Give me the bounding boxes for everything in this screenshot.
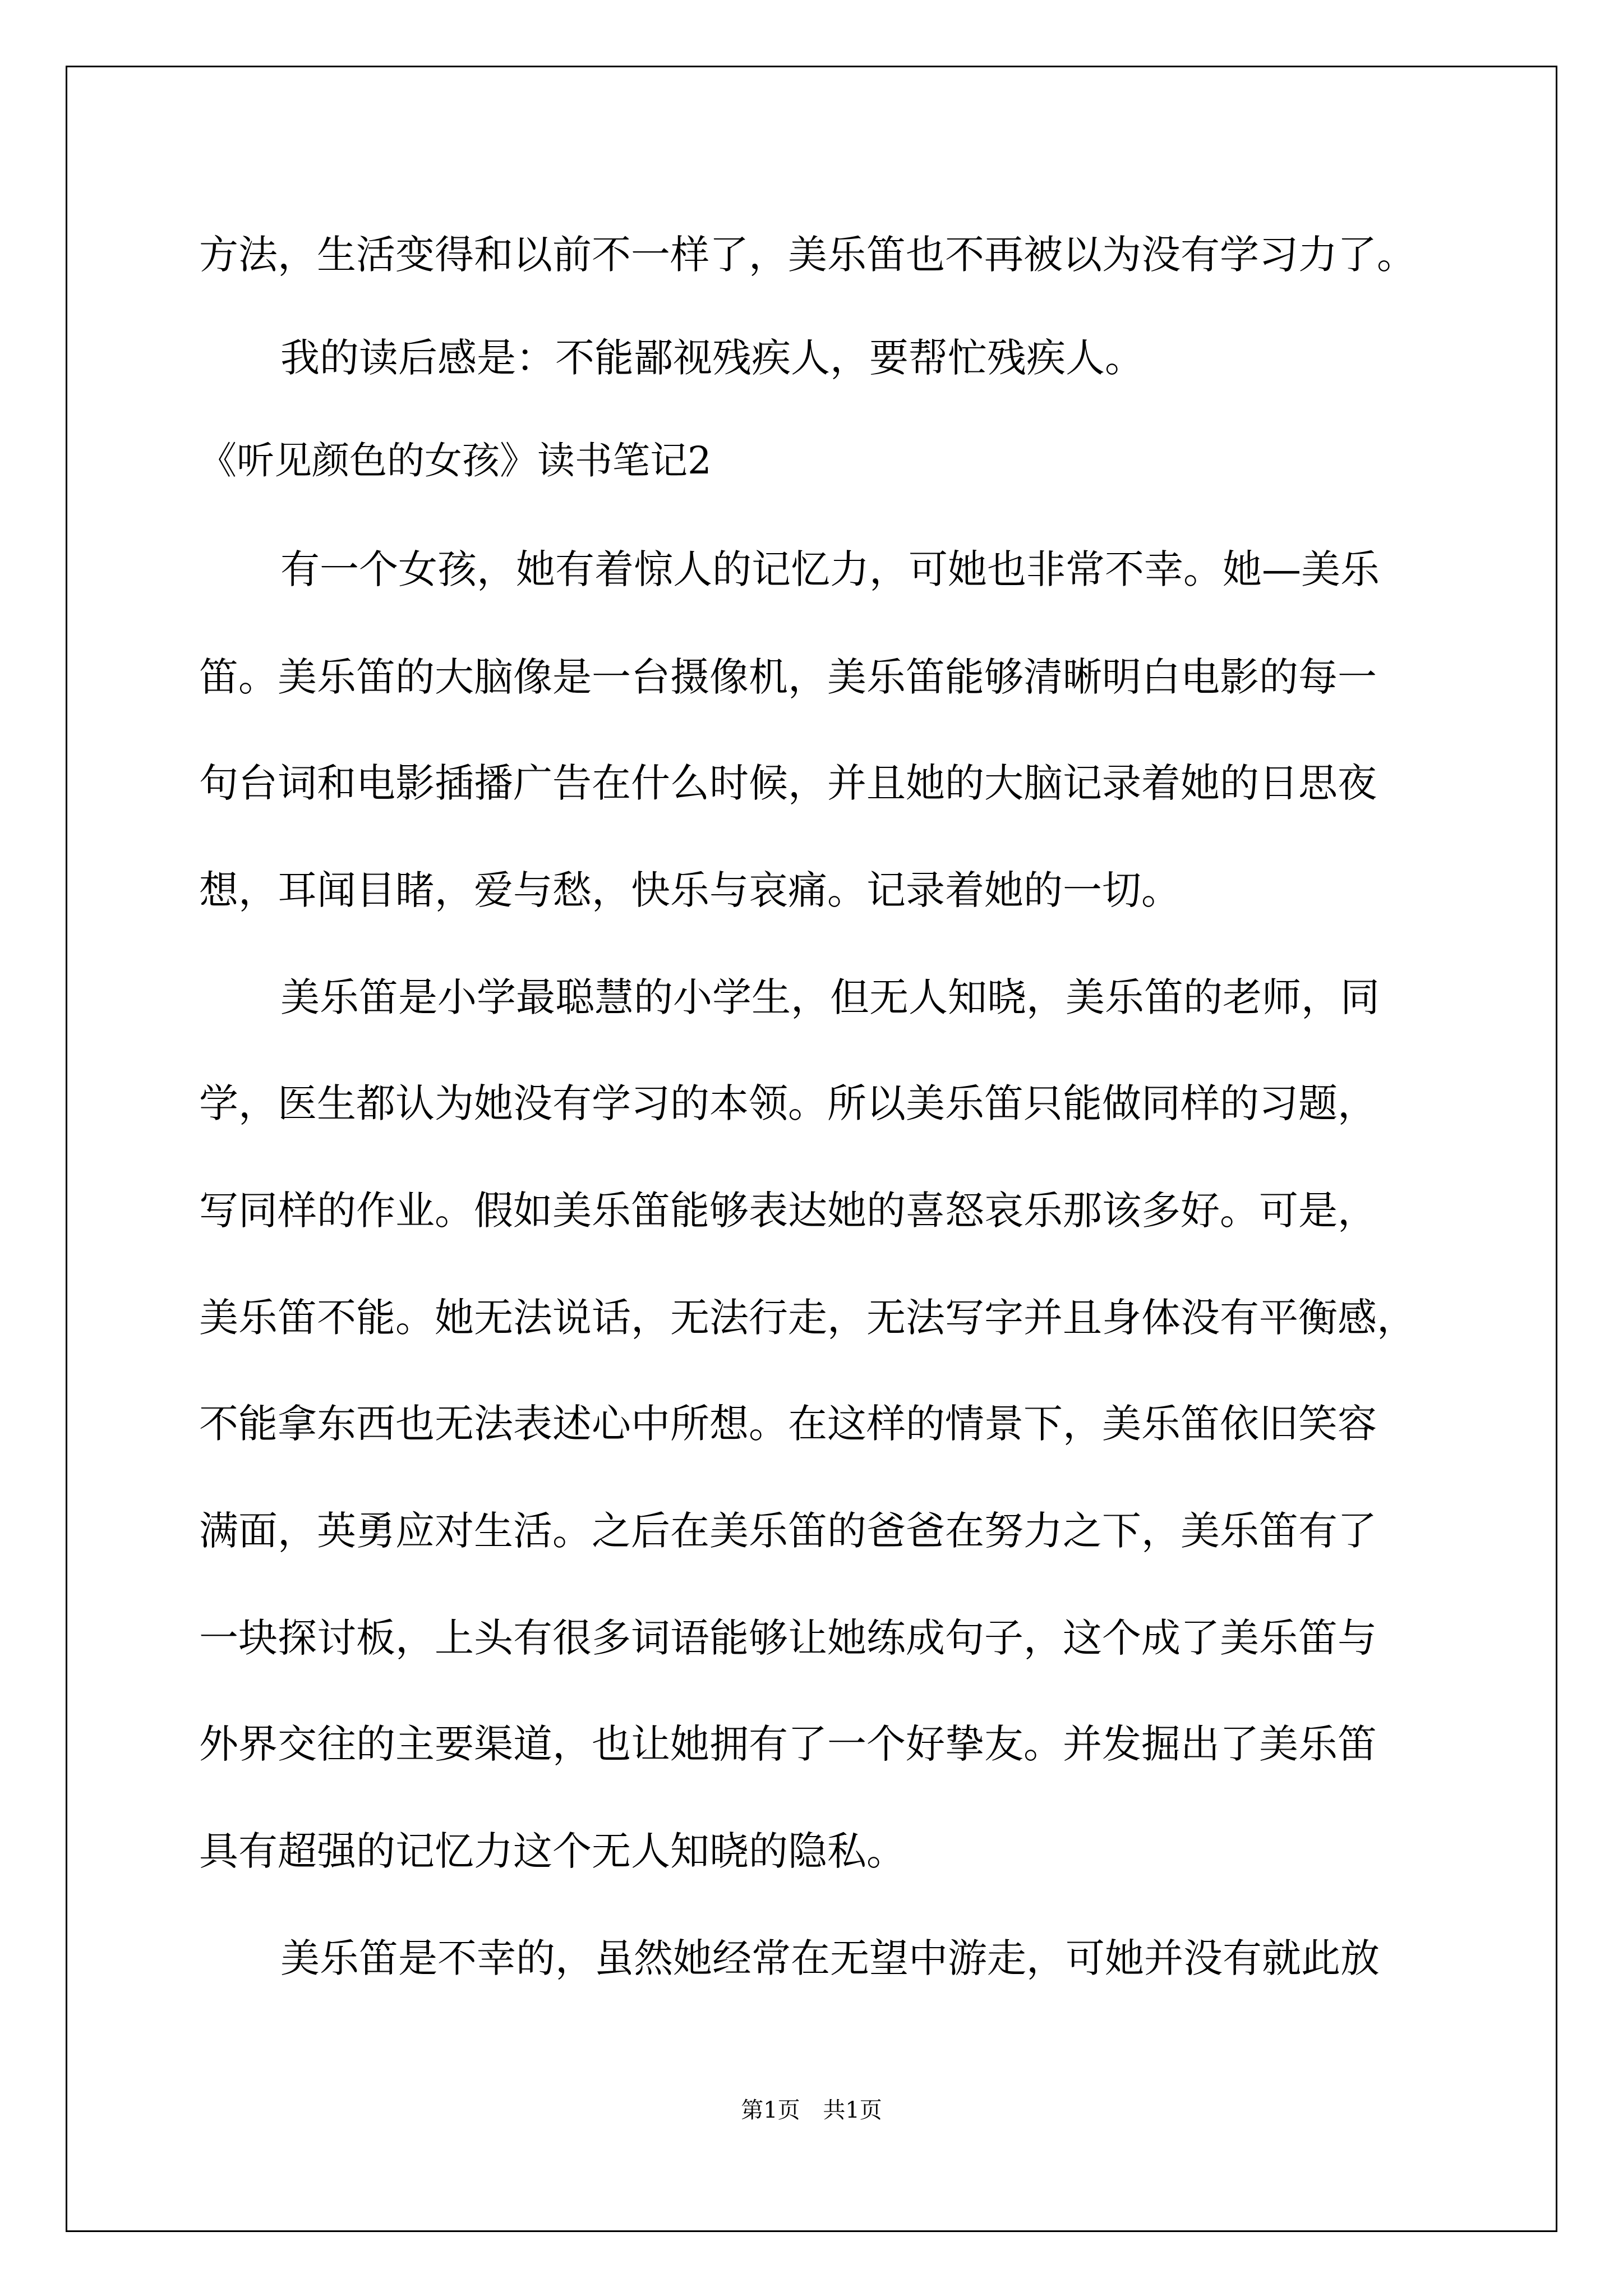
body-line: 外界交往的主要渠道，也让她拥有了一个好挚友。并发掘出了美乐笛 bbox=[199, 1721, 1377, 1767]
body-line: 不能拿东西也无法表述心中所想。在这样的情景下，美乐笛依旧笑容 bbox=[199, 1401, 1377, 1447]
body-line: 笛。美乐笛的大脑像是一台摄像机，美乐笛能够清晰明白电影的每一 bbox=[199, 654, 1377, 700]
body-line: 美乐笛是小学最聪慧的小学生，但无人知晓，美乐笛的老师，同 bbox=[280, 974, 1380, 1020]
body-line: 方法，生活变得和以前不一样了，美乐笛也不再被以为没有学习力了。 bbox=[199, 232, 1416, 278]
page-total: 共1页 bbox=[823, 2097, 882, 2123]
body-line: 美乐笛不能。她无法说话，无法行走，无法写字并且身体没有平衡感， bbox=[199, 1295, 1416, 1341]
page-footer bbox=[0, 2099, 1623, 2122]
body-line: 有一个女孩，她有着惊人的记忆力，可她也非常不幸。她—美乐 bbox=[280, 546, 1380, 592]
body-line: 美乐笛是不幸的，虽然她经常在无望中游走，可她并没有就此放 bbox=[280, 1935, 1380, 1981]
body-line: 具有超强的记忆力这个无人知晓的隐私。 bbox=[199, 1828, 906, 1874]
page-number: 第1页 bbox=[741, 2097, 800, 2123]
body-line: 满面，英勇应对生活。之后在美乐笛的爸爸在努力之下，美乐笛有了 bbox=[199, 1508, 1377, 1554]
body-line: 想，耳闻目睹，爱与愁，快乐与哀痛。记录着她的一切。 bbox=[199, 867, 1181, 913]
body-line: 一块探讨板，上头有很多词语能够让她练成句子，这个成了美乐笛与 bbox=[199, 1615, 1377, 1661]
section-heading: 《听见颜色的女孩》读书笔记2 bbox=[199, 439, 712, 482]
body-line: 我的读后感是：不能鄙视残疾人，要帮忙残疾人。 bbox=[280, 335, 1144, 381]
page-border bbox=[66, 66, 1557, 2232]
body-line: 句台词和电影插播广告在什么时候，并且她的大脑记录着她的日思夜 bbox=[199, 760, 1377, 806]
body-line: 写同样的作业。假如美乐笛能够表达她的喜怒哀乐那该多好。可是， bbox=[199, 1188, 1377, 1234]
body-line: 学，医生都认为她没有学习的本领。所以美乐笛只能做同样的习题， bbox=[199, 1080, 1377, 1126]
